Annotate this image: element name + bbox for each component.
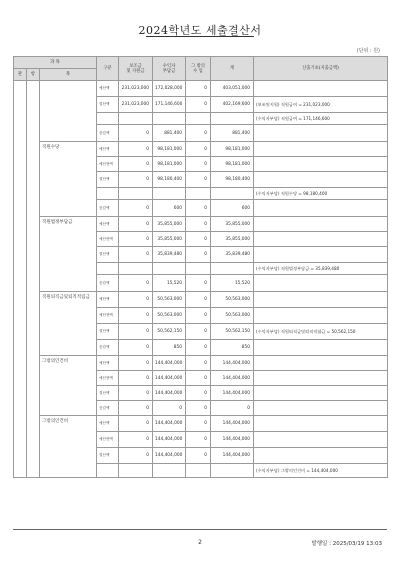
row-kind: 증감액 (97, 401, 119, 416)
bojo-cell: 0 (119, 217, 153, 232)
basis-cell: (수익자부담) 그밖의인건비 = 144,404,000 (254, 464, 388, 478)
mok-category (40, 81, 97, 142)
mok-category: 그밖의인건비 (40, 356, 97, 416)
sugja-cell: 35,855,000 (153, 217, 186, 232)
row-kind: 결산액 (97, 172, 119, 188)
sugja-cell: 144,404,000 (153, 371, 186, 386)
bojo-cell: 231,023,000 (119, 97, 153, 113)
hang-cell (27, 81, 40, 478)
row-kind (97, 188, 119, 200)
bojo-cell: 0 (119, 292, 153, 308)
basis-cell (254, 200, 388, 217)
basis-cell (254, 416, 388, 432)
row-kind: 증감액 (97, 125, 119, 142)
basis-cell (254, 275, 388, 292)
gita-cell: 0 (186, 432, 211, 448)
row-kind: 증감액 (97, 200, 119, 217)
mok-category: 직원법정부담금 (40, 217, 97, 292)
table-row (14, 142, 388, 157)
table-body (14, 81, 388, 478)
gita-cell: 0 (186, 217, 211, 232)
row-kind (97, 464, 119, 478)
gita-cell: 0 (186, 448, 211, 464)
total-cell: 50,563,000 (211, 292, 254, 308)
basis-cell (254, 340, 388, 356)
sugja-cell: 144,404,000 (153, 416, 186, 432)
sugja-cell (153, 188, 186, 200)
basis-cell (254, 217, 388, 232)
mok-category: 직원퇴직금및퇴직적립금 (40, 292, 97, 356)
sugja-cell: 172,028,000 (153, 81, 186, 97)
basis-cell (254, 356, 388, 371)
title-underline (146, 36, 254, 37)
bojo-cell: 231,023,000 (119, 81, 153, 97)
total-cell: 144,404,000 (211, 416, 254, 432)
gita-cell: 0 (186, 386, 211, 401)
basis-cell (254, 448, 388, 464)
row-kind: 예산현액 (97, 232, 119, 247)
header-mok: 목 (40, 69, 97, 81)
gita-cell: 0 (186, 142, 211, 157)
total-cell: 144,404,000 (211, 448, 254, 464)
basis-cell: (보조및지원) 직원급여 = 231,023,000 (254, 97, 388, 113)
bojo-cell: 0 (119, 448, 153, 464)
gita-cell: 0 (186, 308, 211, 324)
table-row (14, 416, 388, 432)
row-kind: 증감액 (97, 275, 119, 292)
row-kind: 예산액 (97, 356, 119, 371)
bojo-cell (119, 113, 153, 125)
total-cell: 50,562,150 (211, 324, 254, 340)
sugja-cell: 98,181,000 (153, 142, 186, 157)
gita-cell: 0 (186, 416, 211, 432)
table-row (14, 356, 388, 371)
basis-cell (254, 386, 388, 401)
basis-cell (254, 81, 388, 97)
row-kind: 결산액 (97, 324, 119, 340)
total-cell: 881,400 (211, 125, 254, 142)
sugja-cell: 600 (153, 200, 186, 217)
total-cell: 144,404,000 (211, 371, 254, 386)
basis-cell (254, 401, 388, 416)
bojo-cell: 0 (119, 275, 153, 292)
table-row (14, 81, 388, 97)
total-cell: 98,180,400 (211, 172, 254, 188)
header-row-1 (14, 57, 388, 69)
basis-cell (254, 125, 388, 142)
footer-divider (13, 529, 387, 530)
total-cell: 144,404,000 (211, 432, 254, 448)
row-kind: 예산액 (97, 416, 119, 432)
gita-cell (186, 113, 211, 125)
sugja-cell: 171,146,600 (153, 97, 186, 113)
bojo-cell: 0 (119, 356, 153, 371)
sugja-cell: 98,181,000 (153, 157, 186, 172)
row-kind: 예산현액 (97, 432, 119, 448)
gita-cell: 0 (186, 292, 211, 308)
sugja-cell (153, 263, 186, 275)
header-basis: 산출기초(지출금액) (254, 57, 388, 81)
gita-cell: 0 (186, 172, 211, 188)
row-kind: 예산액 (97, 217, 119, 232)
basis-cell (254, 247, 388, 263)
gwan-cell (14, 81, 27, 478)
basis-cell (254, 142, 388, 157)
gita-cell: 0 (186, 247, 211, 263)
sugja-cell: 850 (153, 340, 186, 356)
total-cell: 144,404,000 (211, 386, 254, 401)
sugja-cell: 144,404,000 (153, 448, 186, 464)
gita-cell: 0 (186, 275, 211, 292)
basis-cell (254, 292, 388, 308)
header-total: 계 (211, 57, 254, 81)
total-cell (211, 464, 254, 478)
sugja-cell: 144,404,000 (153, 356, 186, 371)
sugja-cell: 15,520 (153, 275, 186, 292)
row-kind: 결산액 (97, 247, 119, 263)
sugja-cell: 50,563,000 (153, 308, 186, 324)
bojo-cell: 0 (119, 172, 153, 188)
total-cell: 402,169,600 (211, 97, 254, 113)
sugja-cell: 144,404,000 (153, 386, 186, 401)
gita-cell: 0 (186, 125, 211, 142)
header-gwamok: 과 목 (14, 57, 97, 69)
total-cell: 15,520 (211, 275, 254, 292)
basis-cell (254, 232, 388, 247)
row-kind: 예산액 (97, 292, 119, 308)
basis-cell (254, 432, 388, 448)
sugja-cell: 35,855,000 (153, 232, 186, 247)
bojo-cell: 0 (119, 157, 153, 172)
table-row (14, 217, 388, 232)
total-cell: 850 (211, 340, 254, 356)
total-cell: 35,855,000 (211, 232, 254, 247)
gita-cell (186, 188, 211, 200)
row-kind: 예산현액 (97, 371, 119, 386)
header-gwan: 관 (14, 69, 27, 81)
bojo-cell: 0 (119, 340, 153, 356)
total-cell: 35,855,000 (211, 217, 254, 232)
basis-cell: (수익자부담) 직원수당 = 98,180,400 (254, 188, 388, 200)
bojo-cell: 0 (119, 200, 153, 217)
header-hang: 항 (27, 69, 40, 81)
mok-category: 직원수당 (40, 142, 97, 217)
sugja-cell: 50,563,000 (153, 292, 186, 308)
unit-label: (단위 : 원) (356, 48, 380, 54)
basis-cell (254, 371, 388, 386)
row-kind: 예산현액 (97, 308, 119, 324)
page-number: 2 (198, 539, 202, 546)
bojo-cell (119, 188, 153, 200)
sugja-cell: 35,839,480 (153, 247, 186, 263)
gita-cell: 0 (186, 324, 211, 340)
gita-cell: 0 (186, 200, 211, 217)
bojo-cell: 0 (119, 324, 153, 340)
gita-cell: 0 (186, 371, 211, 386)
gita-cell (186, 263, 211, 275)
bojo-cell (119, 464, 153, 478)
sugja-cell: 0 (153, 401, 186, 416)
gita-cell (186, 464, 211, 478)
gita-cell: 0 (186, 401, 211, 416)
table-row (14, 292, 388, 308)
bojo-cell: 0 (119, 232, 153, 247)
sugja-cell (153, 113, 186, 125)
sugja-cell: 50,562,150 (153, 324, 186, 340)
row-kind (97, 263, 119, 275)
header-bojo: 보조금 및 지원금 (119, 57, 153, 81)
gita-cell: 0 (186, 232, 211, 247)
total-cell: 144,404,000 (211, 356, 254, 371)
bojo-cell: 0 (119, 432, 153, 448)
header-gita: 그 밖의 수 입 (186, 57, 211, 81)
bojo-cell: 0 (119, 401, 153, 416)
row-kind: 예산액 (97, 81, 119, 97)
basis-cell (254, 308, 388, 324)
gita-cell: 0 (186, 97, 211, 113)
bojo-cell (119, 263, 153, 275)
bojo-cell: 0 (119, 125, 153, 142)
basis-cell (254, 172, 388, 188)
row-kind: 예산액 (97, 142, 119, 157)
basis-cell: (수익자부담) 직원급여 = 171,146,600 (254, 113, 388, 125)
total-cell: 98,181,000 (211, 157, 254, 172)
total-cell: 600 (211, 200, 254, 217)
bojo-cell: 0 (119, 142, 153, 157)
total-cell (211, 188, 254, 200)
row-kind (97, 113, 119, 125)
issued-date: 발행일 : 2025/03/19 13:03 (311, 541, 382, 547)
sugja-cell (153, 464, 186, 478)
gita-cell: 0 (186, 340, 211, 356)
basis-cell: (수익자부담) 직원법정부담금 = 35,839,480 (254, 263, 388, 275)
bojo-cell: 0 (119, 308, 153, 324)
sugja-cell: 98,180,400 (153, 172, 186, 188)
total-cell (211, 263, 254, 275)
total-cell: 98,181,000 (211, 142, 254, 157)
bojo-cell: 0 (119, 247, 153, 263)
sugja-cell: 881,400 (153, 125, 186, 142)
gita-cell: 0 (186, 157, 211, 172)
total-cell (211, 113, 254, 125)
total-cell: 50,563,000 (211, 308, 254, 324)
row-kind: 결산액 (97, 448, 119, 464)
total-cell: 35,839,480 (211, 247, 254, 263)
total-cell: 0 (211, 401, 254, 416)
settlement-table (13, 56, 388, 478)
header-gubun: 구분 (97, 57, 119, 81)
gita-cell: 0 (186, 81, 211, 97)
basis-cell: (수익자부담) 직원퇴직금및퇴직적립금 = 50,562,150 (254, 324, 388, 340)
gita-cell: 0 (186, 356, 211, 371)
bojo-cell: 0 (119, 371, 153, 386)
row-kind: 결산액 (97, 97, 119, 113)
row-kind: 예산현액 (97, 157, 119, 172)
header-sugja: 수익자 부담금 (153, 57, 186, 81)
total-cell: 403,051,000 (211, 81, 254, 97)
sugja-cell: 144,404,000 (153, 432, 186, 448)
mok-category: 그밖의인건비 (40, 416, 97, 478)
row-kind: 증감액 (97, 340, 119, 356)
bojo-cell: 0 (119, 386, 153, 401)
row-kind: 결산액 (97, 386, 119, 401)
basis-cell (254, 157, 388, 172)
bojo-cell: 0 (119, 416, 153, 432)
document-title: 2024학년도 세출결산서 (138, 24, 262, 37)
